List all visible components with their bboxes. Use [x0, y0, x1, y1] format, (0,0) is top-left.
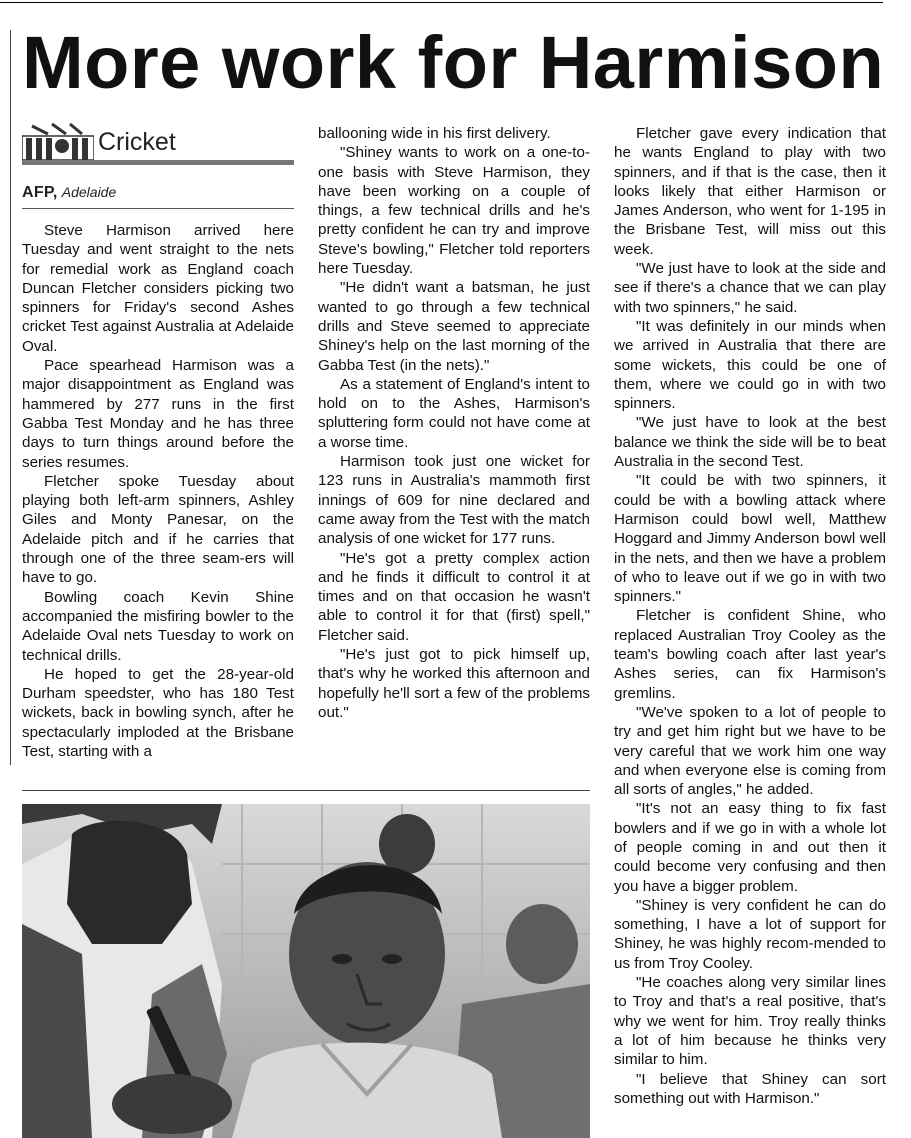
article-column-1: [22, 221, 294, 761]
byline-rule: [22, 208, 294, 209]
paragraph: "We've spoken to a lot of people to try and get him right but we have to be very careful that we work him one way and when everyone else is coming from all sorts of angles," he added.: [614, 703, 886, 799]
article-column-3: [614, 124, 886, 1108]
paragraph: ballooning wide in his first delivery.: [318, 125, 551, 142]
paragraph: Fletcher spoke Tuesday about playing both left-arm spinners, Ashley Giles and Monty Panesar, on the Adelaide pitch and if he carries that through one of the three seam-ers will have to go.: [22, 472, 294, 587]
headline: More work for Harmison: [22, 21, 885, 104]
paragraph: "It was definitely in our minds when we arrived in Australia that there are some wickets, this could be one of them, where we could go in with two spinners.: [614, 317, 886, 413]
paragraph: "He coaches along very similar lines to Troy and that's a real positive, that's why we went for him. Troy really thinks a lot of him because he thinks very similar to him.: [614, 974, 886, 1069]
left-margin-rule: [10, 30, 11, 765]
paragraph: "He didn't want a batsman, he just wanted to go through a few technical drills and Steve seemed to appreciate Shiney's help on the last morning of the Gabba Test (in the nets).": [318, 279, 590, 374]
section-underline: [22, 160, 294, 165]
paragraph: "We just have to look at the side and see if there's a chance that we can play with two spinners," he said.: [614, 260, 886, 316]
section-tag: [22, 120, 294, 166]
paragraph: Bowling coach Kevin Shine accompanied the misfiring bowler to the Adelaide Oval nets Tuesday to work on technical drills.: [22, 588, 294, 664]
section-label: Cricket: [98, 128, 176, 156]
photo-illustration: [22, 804, 590, 1138]
paragraph: "I believe that Shiney can sort something out with Harmison.": [614, 1070, 886, 1107]
top-rule: [0, 2, 883, 3]
byline-place: Adelaide: [61, 184, 117, 200]
article-column-2: [318, 124, 590, 722]
paragraph: "Shiney wants to work on a one-to-one basis with Steve Harmison, they have been working on a couple of things, a few technical drills and he's pretty confident he can try and improve Steve's bowling," Fletcher told reporters here Tuesday.: [318, 144, 590, 278]
paragraph: Fletcher is confident Shine, who replaced Australian Troy Cooley as the team's bowling coach after last year's Ashes series, can fix Harmison's gremlins.: [614, 607, 886, 702]
paragraph: "We just have to look at the best balance we think the side will be to beat Australia in the second Test.: [614, 414, 886, 471]
photo-rule: [22, 790, 590, 791]
paragraph: "It's not an easy thing to fix fast bowlers and if we go in with a whole lot of people coming in and out then it could become very confusing and then you have a bigger problem.: [614, 800, 886, 895]
paragraph: "It could be with two spinners, it could be with a bowling attack where Harmison could bowl well, Matthew Hoggard and Jimmy Anderson bowl well in the nets, and then we have a problem of who to leave out if we go in with two spinners.": [614, 472, 886, 606]
paragraph: Fletcher gave every indication that he wants England to play with two spinners, and if that is the case, then it looks likely that either Harmison or James Anderson, who went for 1-195 in the Brisbane Test, will miss out this week.: [614, 125, 886, 258]
paragraph: "He's got a pretty complex action and he finds it difficult to control it at times and on that occasion he wasn't able to control it for that (first) spell," Fletcher said.: [318, 549, 590, 644]
paragraph: He hoped to get the 28-year-old Durham speedster, who has 180 Test wickets, back in bowling synch, after he spectacularly imploded at the Brisbane Test, starting with a: [22, 665, 294, 761]
paragraph: Pace spearhead Harmison was a major disappointment as England was hammered by 277 runs in the first Gabba Test Monday and he has three days to turn things around before the series resumes.: [22, 357, 294, 471]
byline-agency: AFP,: [22, 184, 58, 201]
paragraph: Harmison took just one wicket for 123 runs in Australia's mammoth first innings of 609 for nine declared and came away from the Test with the match analysis of one wicket for 177 runs.: [318, 453, 590, 548]
paragraph: As a statement of England's intent to hold on to the Ashes, Harmison's spluttering form could not have come at a worse time.: [318, 375, 590, 451]
byline: [22, 184, 294, 202]
cricket-logo-icon: [22, 122, 94, 162]
news-photo: [22, 804, 590, 1138]
paragraph: "Shiney is very confident he can do something, I have a lot of support for Shiney, he was highly recom-mended to us from Troy Cooley.: [614, 896, 886, 972]
paragraph: "He's just got to pick himself up, that's why he worked this afternoon and hopefully he'll sort a few of the problems out.": [318, 646, 590, 721]
paragraph: Steve Harmison arrived here Tuesday and went straight to the nets for remedial work as England coach Duncan Fletcher considers picking two spinners for Friday's second Ashes cricket Test against Australia at Adelaide Oval.: [22, 222, 294, 355]
